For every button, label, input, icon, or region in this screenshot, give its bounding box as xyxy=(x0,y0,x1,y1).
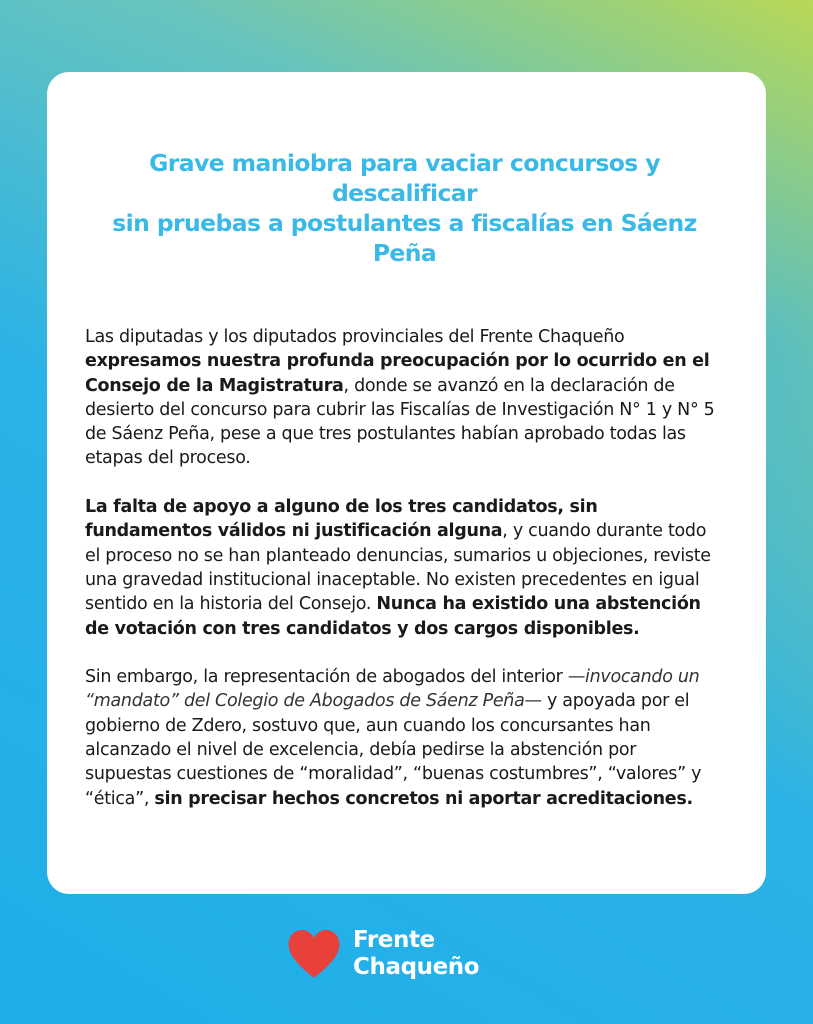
p1-bold-1: expresamos nuestra profunda preocupación por lo ocurrido en el Consejo de la Magistratura xyxy=(85,351,710,396)
p3-text-2: y apoyada por el gobierno de Zdero, sostuvo que, aun cuando los concursantes han alcanzado el nivel de excelencia, debía pedirse la abstención por supuestas cuestiones de “moralidad”, “buenas costumbres”, “valores” y “ética”, xyxy=(85,691,702,809)
content-card xyxy=(47,72,766,894)
p2-bold-1: La falta de apoyo a alguno de los tres candidatos, sin fundamentos válidos ni justificación alguna xyxy=(85,497,598,542)
logo-line-2: Chaqueño xyxy=(353,954,480,980)
p1-text-1: Las diputadas y los diputados provinciales del Frente Chaqueño xyxy=(85,327,625,347)
headline xyxy=(85,148,724,268)
p2-text-1: , y cuando durante todo el proceso no se han planteado denuncias, sumarios u objeciones, reviste una gravedad institucional inaceptable. No existen precedentes en igual sentido en la historia del Consejo. xyxy=(85,521,711,615)
frente-chaqueno-logo xyxy=(287,922,527,986)
logo-text xyxy=(353,927,479,981)
p1-text-2: , donde se avanzó en la declaración de desierto del concurso para cubrir las Fiscalías de Investigación N° 1 y N° 5 de Sáenz Peña, pese a que tres postulantes habían aprobado todas las etapas del proceso. xyxy=(85,375,715,469)
p2-bold-2: Nunca ha existido una abstención de votación con tres candidatos y dos cargos disponibles. xyxy=(85,594,701,639)
headline-line-2: sin pruebas a postulantes a fiscalías en Sáenz Peña xyxy=(112,209,697,267)
p3-text-1: Sin embargo, la representación de abogados del interior xyxy=(85,667,568,688)
logo-line-1: Frente xyxy=(353,927,435,953)
paragraph-2 xyxy=(85,495,724,641)
headline-line-1: Grave maniobra para vaciar concursos y descalificar xyxy=(149,149,660,207)
p3-italic-1: —invocando un “mandato” del Colegio de Abogados de Sáenz Peña— xyxy=(85,667,700,712)
p3-bold-1: sin precisar hechos concretos ni aportar acreditaciones. xyxy=(154,788,693,809)
paragraph-1 xyxy=(85,325,724,471)
paragraph-3 xyxy=(85,665,724,811)
article-body xyxy=(85,325,724,811)
heart-icon xyxy=(287,928,341,980)
